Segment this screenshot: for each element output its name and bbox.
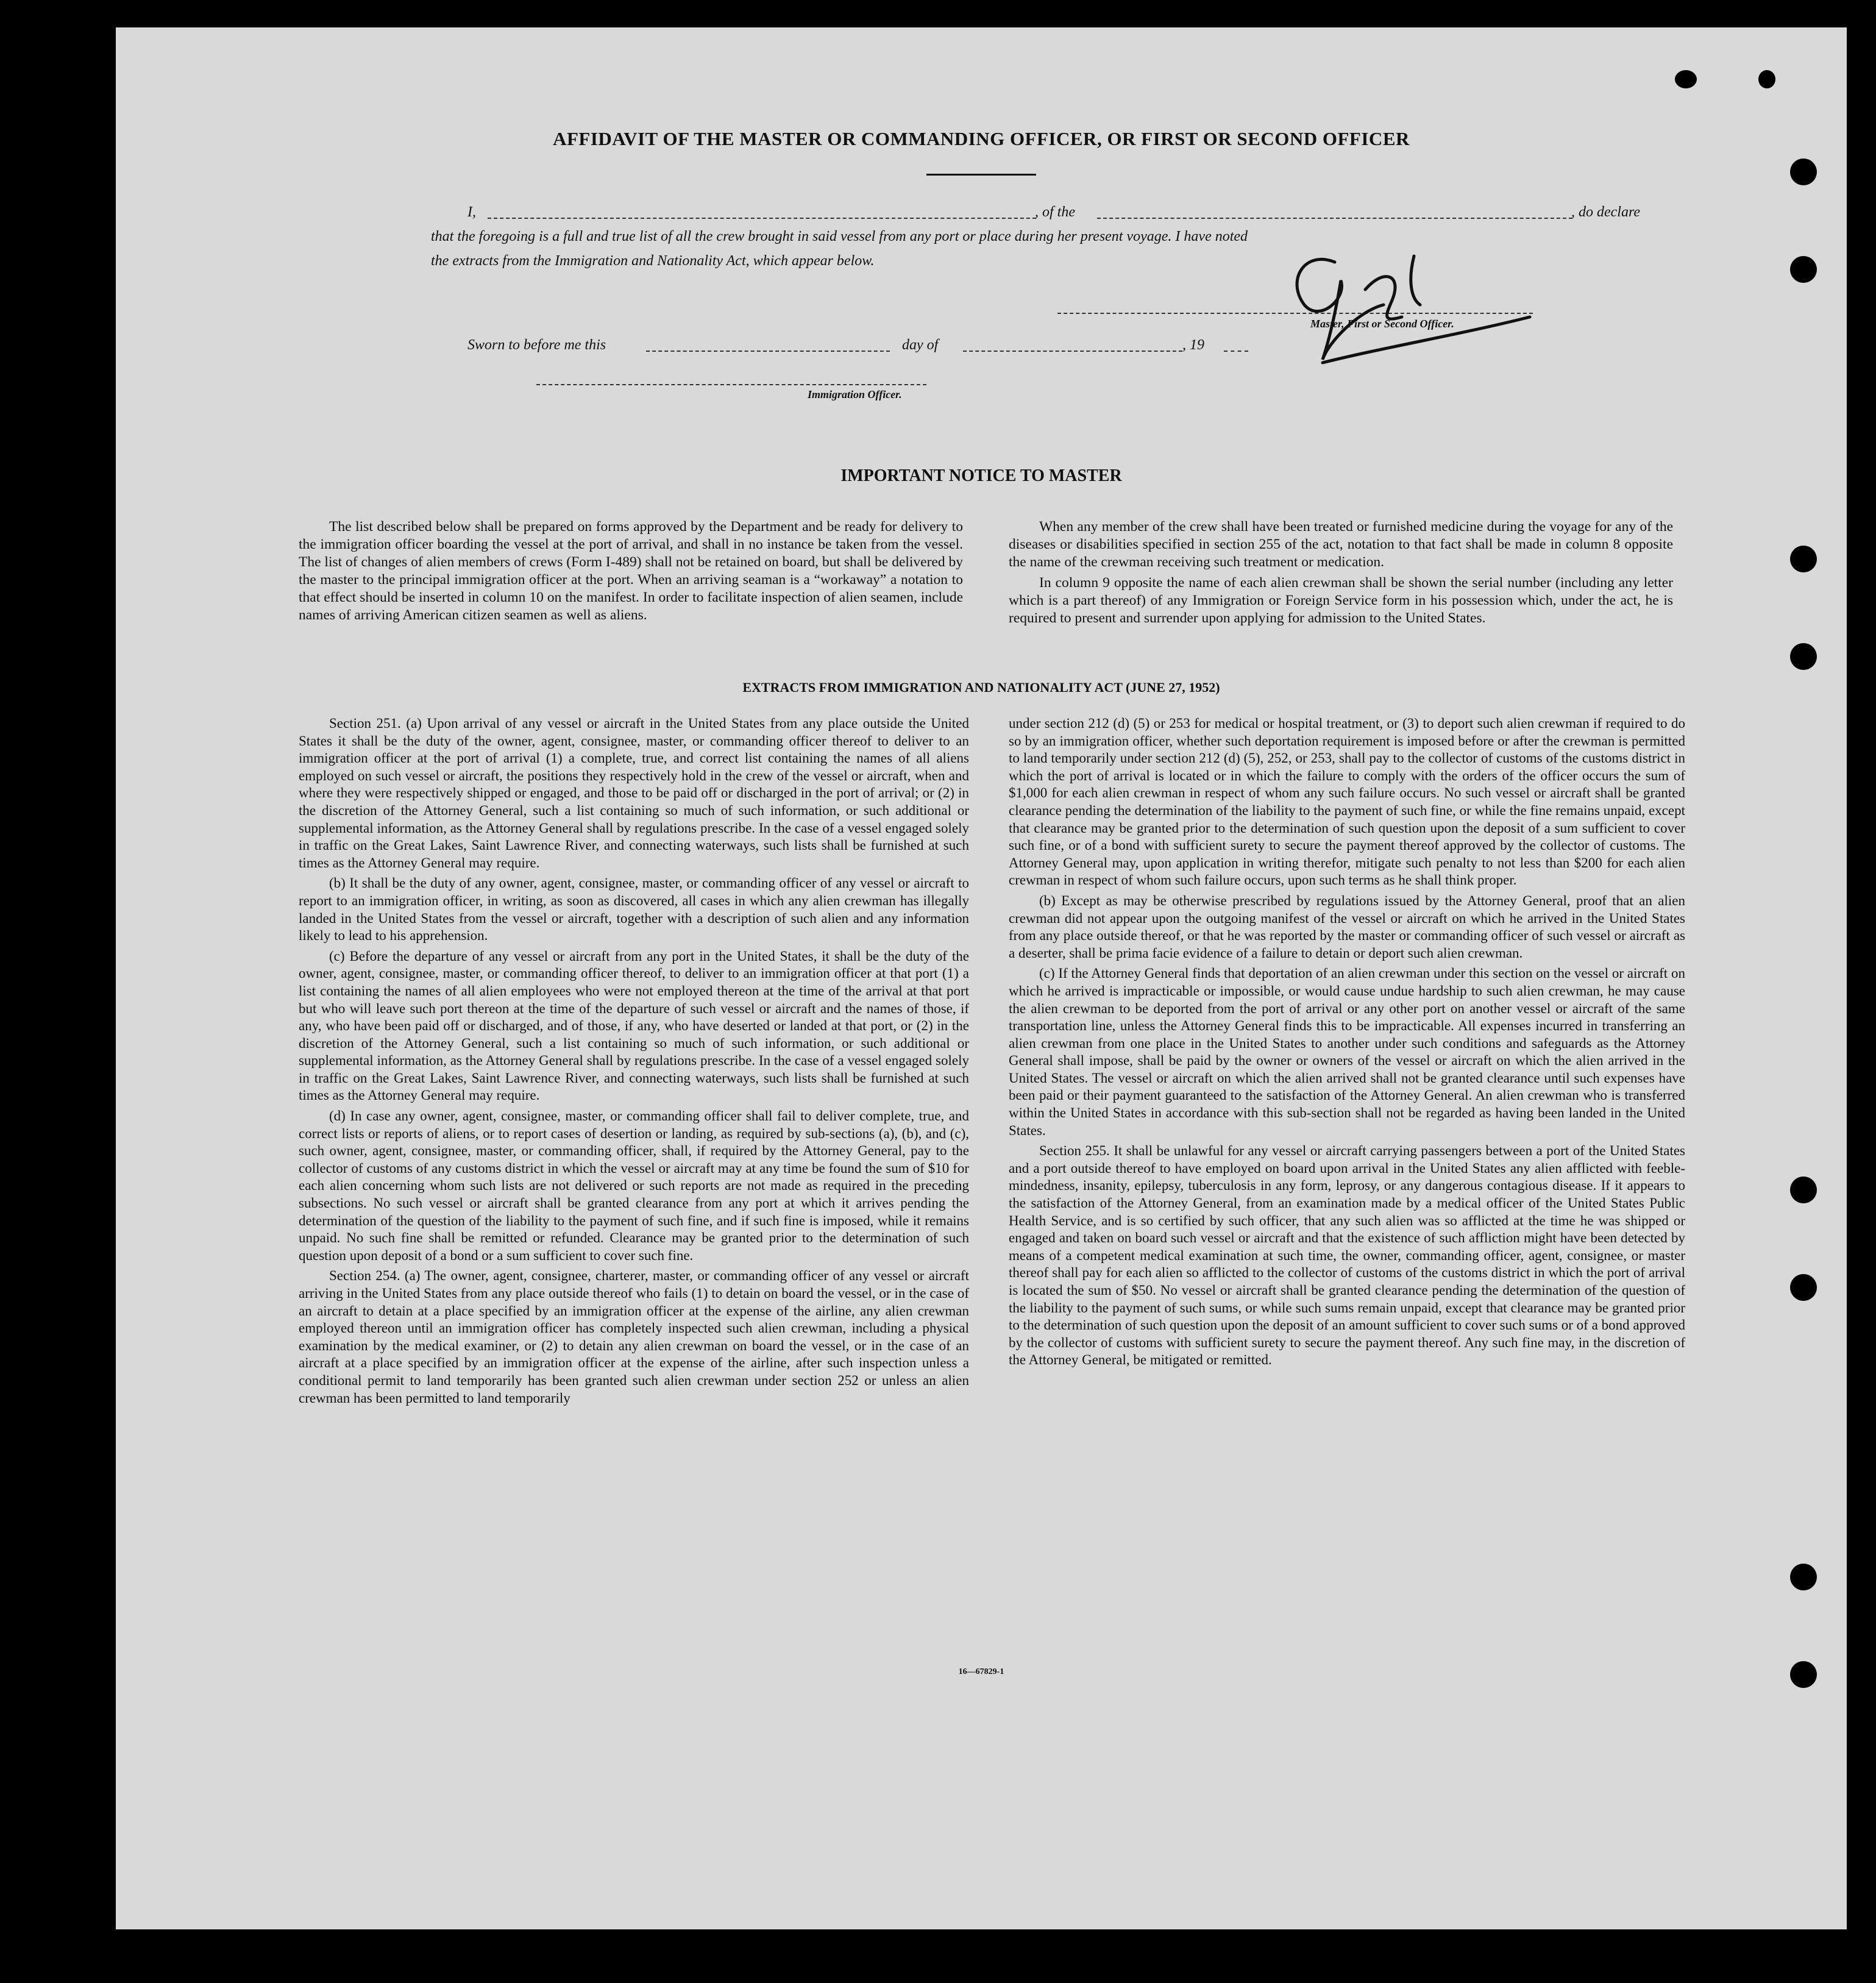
affidavit-of-the-label: , of the bbox=[1035, 204, 1075, 220]
notice-paragraph: When any member of the crew shall have been treated or furnished medicine during the voyage for any of the diseases or disabilities specified in section 255 of the act, notation to that fact shall be made in column 8 opposite the name of the crewman receiving such treatment or medication. bbox=[1009, 519, 1673, 570]
affidavit-statement: that the foregoing is a full and true list of all the crew brought in said vessel from any port or place during her present voyage. I have noted bbox=[431, 229, 1248, 244]
notice-left-column bbox=[299, 518, 963, 627]
year-label: , 19 bbox=[1182, 337, 1204, 353]
document-page bbox=[116, 27, 1847, 1929]
officer-caption: Immigration Officer. bbox=[808, 388, 902, 401]
form-code: 16—67829-1 bbox=[958, 1667, 1004, 1676]
punch-hole bbox=[1758, 70, 1775, 88]
handwritten-signature bbox=[1262, 232, 1536, 378]
notice-paragraph: In column 9 opposite the name of each alien crewman shall be shown the serial number (including any letter which is a part thereof) of any Immigration or Foreign Service form in his possession which, under the act, he is required to present and surrender upon applying for admission to the United States. bbox=[1009, 575, 1673, 626]
master-caption: Master, First or Second Officer. bbox=[1310, 318, 1454, 330]
section-paragraph: (b) It shall be the duty of any owner, agent, consignee, master, or commanding officer of any vessel or aircraft to report to an immigration officer, in writing, as soon as discovered, all cases in which any alien crewman has illegally landed in the United States from the vessel or aircraft, together with a description of such alien and any information likely to lead to his apprehension. bbox=[299, 875, 969, 944]
section-paragraph: Section 251. (a) Upon arrival of any vessel or aircraft in the United States from any place outside the United States it shall be the duty of the owner, agent, consignee, master, or commanding officer thereof to deliver to an immigration officer at the port of arrival (1) a complete, true, and correct list containing the names of all aliens employed on such vessel or aircraft, the positions they respectively hold in the crew of the vessel or aircraft, when and where they were respectively shipped or engaged, and those to be paid off or discharged in the port of arrival; or (2) in the discretion of the Attorney General, such a list containing so much of such information, or such additional or supplemental information, as the Attorney General shall by regulations prescribe. In the case of a vessel engaged solely in traffic on the Great Lakes, Saint Lawrence River, and connecting waterways, such lists shall be furnished at such times as the Attorney General may require. bbox=[299, 716, 969, 870]
punch-hole bbox=[1790, 1274, 1817, 1301]
extracts-left-column bbox=[299, 715, 969, 1410]
officer-signature-line[interactable] bbox=[536, 384, 926, 385]
title-rule bbox=[926, 174, 1036, 176]
day-of-label: day of bbox=[902, 337, 939, 353]
affidavit-i-label: I, bbox=[467, 204, 476, 220]
sworn-label: Sworn to before me this bbox=[467, 337, 606, 353]
punch-hole bbox=[1790, 1564, 1817, 1590]
affidavit-title: AFFIDAVIT OF THE MASTER OR COMMANDING OFFICER, OR FIRST OR SECOND OFFICER bbox=[553, 128, 1410, 149]
punch-hole bbox=[1790, 1177, 1817, 1203]
punch-hole bbox=[1790, 643, 1817, 670]
name-field-line[interactable] bbox=[488, 218, 1036, 219]
month-line[interactable] bbox=[963, 351, 1182, 352]
vessel-field-line[interactable] bbox=[1097, 218, 1572, 219]
punch-hole bbox=[1790, 546, 1817, 572]
notice-paragraph: The list described below shall be prepared on forms approved by the Department and be ready for delivery to the immigration officer boarding the vessel at the port of arrival, and shall in no instance be taken from the vessel. The list of changes of alien members of crews (Form I-489) shall not be retained on board, but shall be delivered by the master to the principal immigration officer at the port. When an arriving seaman is a “workaway” a notation to that effect should be inserted in column 10 on the manifest. In order to facilitate inspection of alien seamen, include names of arriving American citizen seamen as well as aliens. bbox=[299, 519, 963, 623]
affidavit-do-declare-label: , do declare bbox=[1571, 204, 1641, 220]
affidavit-statement-cont: the extracts from the Immigration and Nationality Act, which appear below. bbox=[431, 253, 875, 269]
section-paragraph: (c) Before the departure of any vessel or aircraft from any port in the United States, it shall be the duty of the owner, agent, consignee, master, or commanding officer thereof, to deliver to an immigration officer at that port (1) a list containing the names of all alien employees who were not employed thereon at the time of the arrival at that port but who will leave such port thereon at the time of the departure of such vessel or aircraft and the names of those, if any, who have been paid off or discharged, and of those, if any, who have deserted or landed at that port, or (2) in the discretion of the Attorney General, such a list containing so much of such information, or such additional or supplemental information, as the Attorney General shall by regulations prescribe. In the case of a vessel engaged solely in traffic on the Great Lakes, Saint Lawrence River, and connecting waterways, such lists shall be furnished at such times as the Attorney General may require. bbox=[299, 948, 969, 1103]
section-paragraph: (c) If the Attorney General finds that deportation of an alien crewman under this section on the vessel or aircraft on which he arrived is impracticable or impossible, or would cause undue hardship to such alien crewman, he may cause the alien crewman to be deported from the port of arrival or any other port on another vessel or aircraft of the same transportation line, unless the Attorney General finds this to be impracticable. All expenses incurred in transferring an alien crewman from one place in the United States to another under such conditions and safeguards as the Attorney General shall impose, shall be paid by the owner or owners of the vessel or aircraft on which the alien arrived in the United States. The vessel or aircraft on which the alien arrived shall not be granted clearance until such expenses have been paid or their payment guaranteed to the satisfaction of the Attorney General. An alien crewman who is transferred within the United States in accordance with this sub-section shall not be regarded as having been landed in the United States. bbox=[1009, 966, 1685, 1138]
punch-hole bbox=[1790, 158, 1817, 185]
section-paragraph: under section 212 (d) (5) or 253 for medical or hospital treatment, or (3) to deport such alien crewman if required to do so by an immigration officer, whether such deportation requirement is imposed before or after the crewman is permitted to land temporarily under section 212 (d) (5), 252, or 253, shall pay to the collector of customs of the customs district in which the port of arrival is located or in which the failure to comply with the orders of the officer occurs the sum of $1,000 for each alien crewman in respect of whom any such failure occurs. No such vessel or aircraft shall be granted clearance pending the determination of the liability to the payment of such fine, or while the fine remains unpaid, except that clearance may be granted prior to the determination of such question upon the deposit of a sum sufficient to cover such fine, or of a bond with sufficient surety to secure the payment thereof approved by the collector of customs. The Attorney General may, upon application in writing therefor, mitigate such penalty to not less than $200 for each alien crewman in respect of whom such failure occurs, upon such terms as he shall think proper. bbox=[1009, 716, 1685, 888]
section-paragraph: (d) In case any owner, agent, consignee, master, or commanding officer shall fail to deliver complete, true, and correct lists or reports of aliens, or to report cases of desertion or landing, as required by sub-sections (a), (b), and (c), such owner, agent, consignee, master, or commanding officer, shall, if required by the Attorney General, pay to the collector of customs of any customs district in which the vessel or aircraft may at any time be found the sum of $10 for each alien concerning whom such lists are not delivered or such reports are not made as required in the preceding subsections. No such vessel or aircraft shall be granted clearance from any port at which it arrives pending the determination of the question of the liability to the payment of such fine, and if such fine is imposed, while it remains unpaid. No such fine shall be remitted or refunded. Clearance may be granted prior to the determination of such question upon deposit of a bond or a sum sufficient to cover such fine. bbox=[299, 1108, 969, 1263]
section-paragraph: (b) Except as may be otherwise prescribed by regulations issued by the Attorney General, proof that an alien crewman did not appear upon the outgoing manifest of the vessel or aircraft on which he arrived in the United States from any place outside thereof, or that he was reported by the master or commanding officer of such vessel or aircraft as a deserter, shall be prima facie evidence of a failure to detain or deport such alien crewman. bbox=[1009, 892, 1685, 961]
year-line[interactable] bbox=[1224, 351, 1248, 352]
extracts-right-column bbox=[1009, 715, 1685, 1372]
sworn-date-line[interactable] bbox=[646, 351, 890, 352]
notice-right-column bbox=[1009, 518, 1673, 630]
section-paragraph: Section 255. It shall be unlawful for any vessel or aircraft carrying passengers between a port of the United States and a port outside thereof to have employed on board upon arrival in the United States any alien afflicted with feeble-mindedness, insanity, epilepsy, tuberculosis in any form, leprosy, or any dangerous contagious disease. If it appears to the satisfaction of the Attorney General, from an examination made by a medical officer of the United States Public Health Service, and is so certified by such officer, that any such alien was so afflicted at the time he was shipped or engaged and taken on board such vessel or aircraft and that the existence of such affliction might have been detected by means of a competent medical examination at such time, the owner, commanding officer, agent, consignee, or master thereof shall pay for each alien so afflicted to the collector of customs of the customs district in which the port of arrival is located the sum of $50. No vessel or aircraft shall be granted clearance pending the determination of the question of the liability to the payment of such sums, or while such sums remain unpaid, except that clearance may be granted prior to the determination of such question upon the deposit of an amount sufficient to cover such sums or of a bond approved by the collector of customs with sufficient surety to secure the payment thereof. Any such fine may, in the discretion of the Attorney General, be mitigated or remitted. bbox=[1009, 1143, 1685, 1368]
section-paragraph: Section 254. (a) The owner, agent, consignee, charterer, master, or commanding officer of any vessel or aircraft arriving in the United States from any place outside thereof who fails (1) to detain on board the vessel, or in the case of an aircraft to detain at a place specified by an immigration officer at the expense of the airline, any alien crewman employed thereon until an immigration officer has completely inspected such alien crewman, including a physical examination by the medical examiner, or (2) to detain any alien crewman on board the vessel, or in the case of an aircraft at a place specified by an immigration officer at the expense of the airline, after such inspection unless a conditional permit to land temporarily has been granted such alien crewman under section 252 or unless an alien crewman has been permitted to land temporarily bbox=[299, 1268, 969, 1406]
extracts-title: EXTRACTS FROM IMMIGRATION AND NATIONALITY ACT (JUNE 27, 1952) bbox=[742, 680, 1220, 695]
punch-hole bbox=[1675, 70, 1697, 88]
notice-title: IMPORTANT NOTICE TO MASTER bbox=[840, 466, 1122, 485]
punch-hole bbox=[1790, 256, 1817, 283]
